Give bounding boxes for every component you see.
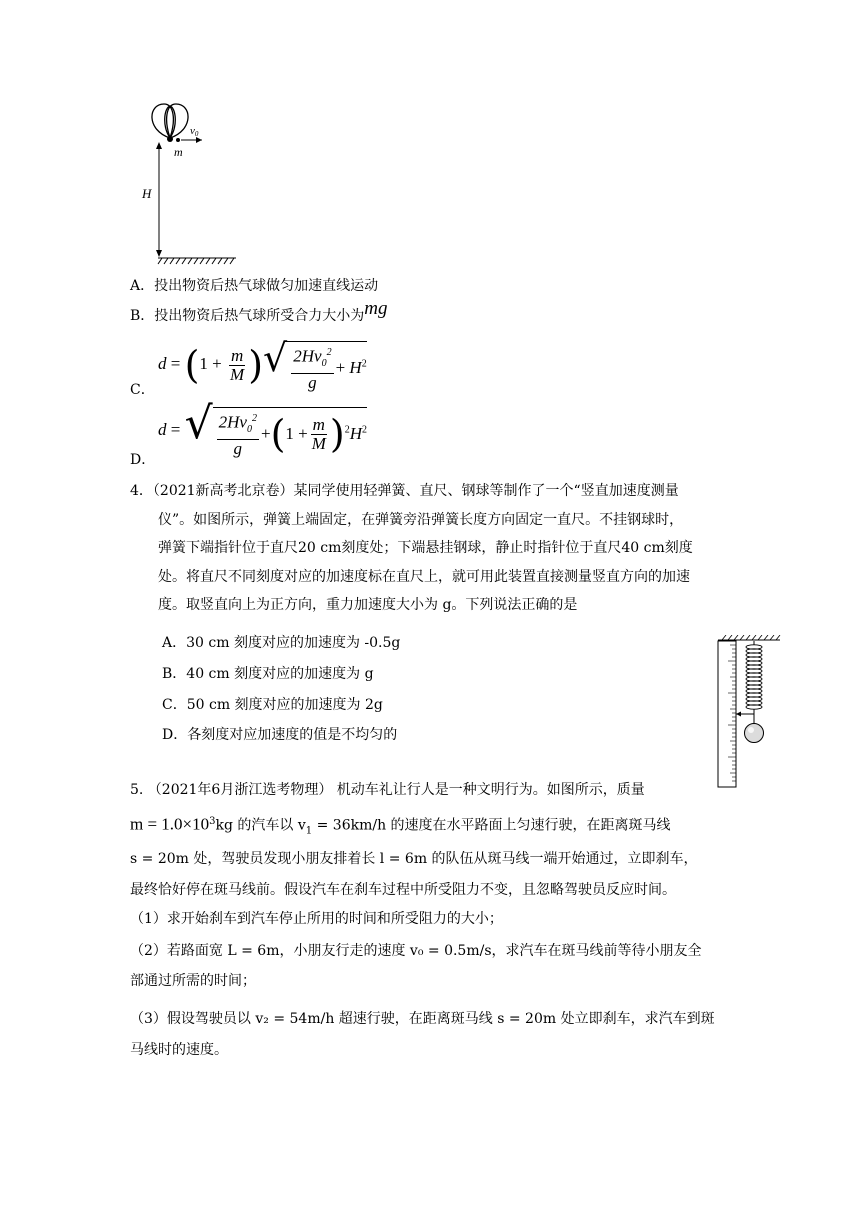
height-label: H xyxy=(142,186,152,201)
q4-line-5: 度。取竖直向上为正方向，重力加速度大小为 g。下列说法正确的是 xyxy=(158,597,578,613)
ground-hatching xyxy=(158,258,234,264)
q5-line-4: 最终恰好停在斑马线前。假设汽车在刹车过程中所受阻力不变，且忽略驾驶员反应时间。 xyxy=(130,882,676,898)
q4-line-2: 仪”。如图所示，弹簧上端固定，在弹簧旁沿弹簧长度方向固定一直尺。不挂钢球时， xyxy=(158,512,684,528)
q4-line-4: 处。将直尺不同刻度对应的加速度标在直尺上，就可用此装置直接测量竖直方向的加速 xyxy=(158,569,690,585)
q5-question-3-line-2: 马线时的速度。 xyxy=(130,1042,228,1058)
q4-line-3: 弹簧下端指针位于直尺20 cm刻度处；下端悬挂钢球，静止时指针位于直尺40 cm刻度 xyxy=(158,540,693,556)
q4-line-1: 4．（2021新高考北京卷）某同学使用轻弹簧、直尺、钢球等制作了一个“竖直加速度测量 xyxy=(130,483,679,499)
spring-coils xyxy=(746,645,762,709)
mass-label: m xyxy=(174,145,183,159)
q3-option-b xyxy=(130,298,388,326)
q4-option-a: A．30 cm 刻度对应的加速度为 -0.5g xyxy=(162,635,401,651)
balloon-right-lobe xyxy=(167,104,188,138)
q3-option-c-label: C． xyxy=(130,382,155,398)
q5-question-3-line-1: （3）假设驾驶员以 v₂ = 54m/h 超速行驶，在距离斑马线 s = 20m 处立即刹车，求汽车到斑 xyxy=(130,1011,715,1027)
q4-option-b: B．40 cm 刻度对应的加速度为 g xyxy=(162,666,374,682)
q5-question-2-line-1: （2）若路面宽 L = 6m，小朋友行走的速度 v₀ = 0.5m/s，求汽车在斑马线前等待小朋友全 xyxy=(130,943,702,959)
q3-option-b-text: B．投出物资后热气球所受合力大小为 xyxy=(130,308,365,324)
balloon-figure xyxy=(138,100,238,270)
q3-option-b-math: mg xyxy=(364,298,388,319)
mass-dot xyxy=(176,138,180,142)
v0-label: v0 xyxy=(190,125,199,138)
balloon-basket xyxy=(167,136,173,142)
q5-question-1: （1）求开始刹车到汽车停止所用的时间和所受阻力的大小； xyxy=(130,911,503,927)
steel-ball xyxy=(745,724,764,743)
q3-option-d-label: D． xyxy=(130,452,156,468)
q5-line-2 xyxy=(130,812,671,841)
balloon-left-lobe xyxy=(152,104,173,138)
q4-option-d: D．各刻度对应加速度的值是不均匀的 xyxy=(162,727,398,743)
q5-line-2-end: = 36km/h 的速度在水平路面上匀速行驶，在距离斑马线 xyxy=(312,817,671,834)
ceiling-hatching xyxy=(722,635,780,640)
q4-option-c: C．50 cm 刻度对应的加速度为 2g xyxy=(162,697,383,713)
spring-ruler-figure xyxy=(714,635,784,790)
q5-line-3: s = 20m 处，驾驶员发现小朋友排着长 l = 6m 的队伍从斑马线一端开始通过，立即刹车， xyxy=(130,851,698,867)
q3-option-c-formula: d = (1 + $\frac{m}{M}$ )√ $\frac{2Hv_0^2}{g}$ + $H^2$ xyxy=(158,336,367,393)
q5-line-1: 5. （2021年6月浙江选考物理） 机动车礼让行人是一种文明行为。如图所示，质量 xyxy=(130,782,645,798)
q5-mass-exponent: 3 xyxy=(209,816,216,827)
q3-option-d-formula: d = √ $\frac{2Hv_0^2}{g}$ + ( 1 + $\frac{m}{M}$ ) $^2H^2$ xyxy=(158,398,368,459)
q3-option-a: A．投出物资后热气球做匀加速直线运动 xyxy=(130,278,379,294)
q5-mass-value: m = 1.0×10 xyxy=(130,814,210,834)
q5-line-2-mid: kg 的汽车以 v xyxy=(215,817,306,834)
q5-v1-subscript: 1 xyxy=(305,825,313,837)
q5-question-2-line-2: 部通过所需的时间； xyxy=(130,973,256,989)
